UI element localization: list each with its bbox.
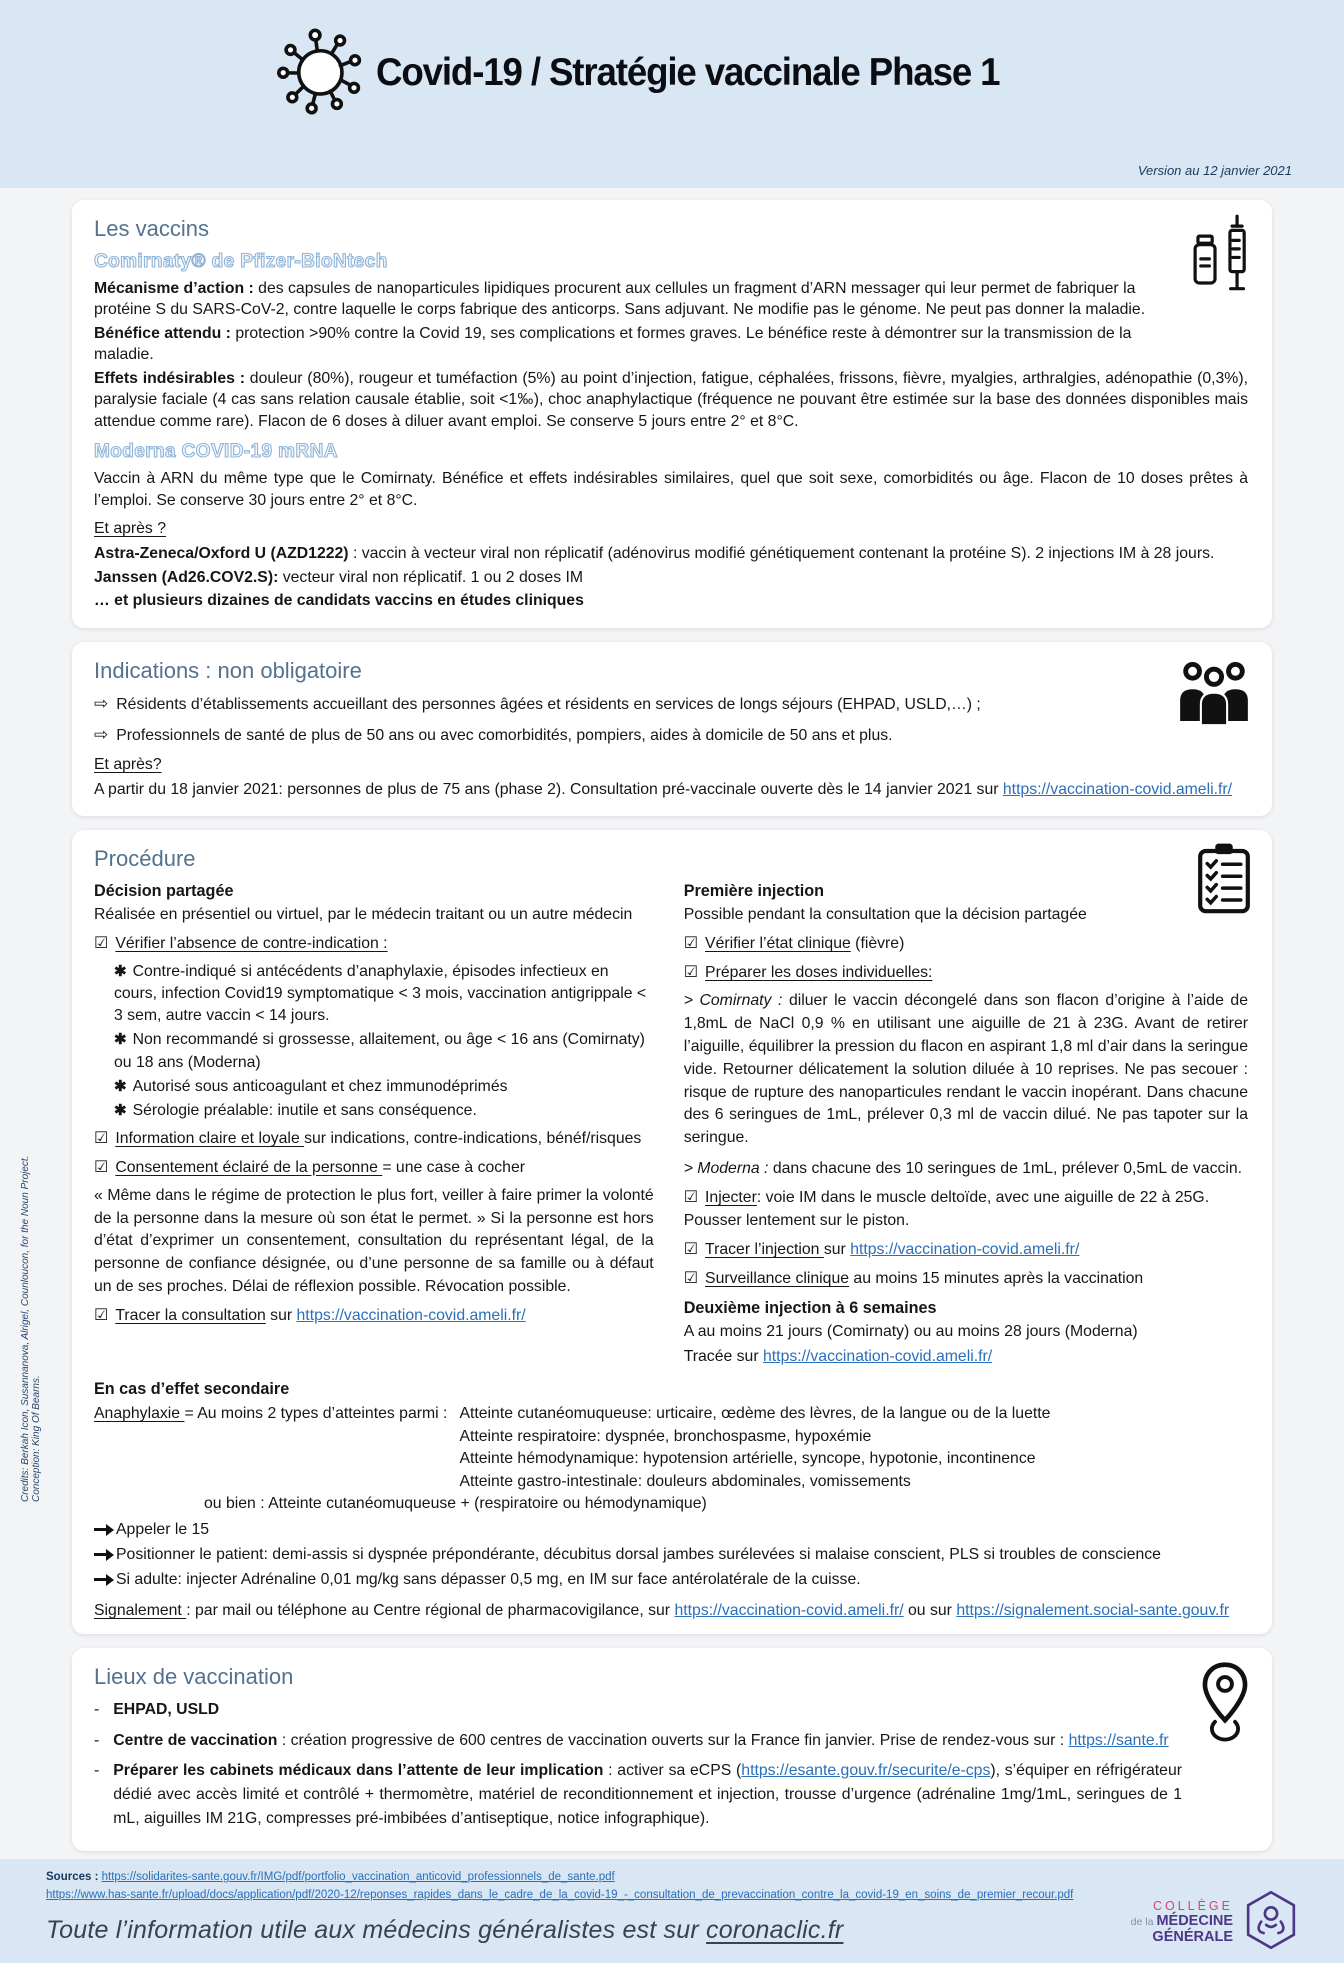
star-item-4: ✱ Sérologie préalable: inutile et sans conséquence. [114,1101,477,1119]
second-injection-line2: Tracée sur https://vaccination-covid.ameli.fr/ [683,1347,993,1365]
check-trace-injection: ☑ Tracer l’injection sur https://vaccination-covid.ameli.fr/ [683,1240,1080,1258]
side-effects-paragraph: Effets indésirables : douleur (80%), rougeur et tuméfaction (5%) au point d’injection, fatigue, céphalées, frissons, fièvre, myalgies, arthralgies, adénopathie (0,3%), paralysie faciale (4 cas sans relation causale établie, soit <1‰), choc anaphylactique (fréquence ne pouvant être estimée sur la base des données disponibles mais attendue comme rare). Flacon de 6 doses à diluer avant emploi. Se conserve 5 jours entre 2° et 8°C. [94,369,1248,430]
arrow-right-icon [94,1528,107,1531]
second-injection-heading: Deuxième injection à 6 semaines [683,1298,937,1317]
check-trace-consultation: ☑ Tracer la consultation sur https://vaccination-covid.ameli.fr/ [94,1307,526,1325]
page-title: Covid-19 / Stratégie vaccinale Phase 1 [376,50,1000,94]
vaccines-card [72,200,1272,628]
dash-bullet: - [94,1700,100,1718]
star-item-1: ✱ Contre-indiqué si antécédents d’anaphylaxie, épisodes infectieux en cours, infection Covid19 symptomatique < 3 mois, vaccination antigrippale < 3 sem, autre vaccin < 14 jours. [114,963,647,1025]
dash-bullet: - [94,1762,100,1780]
header-band [0,0,1344,188]
moderna-paragraph: Vaccin à ARN du même type que le Comirnaty. Bénéfice et effets indésirables similaires, quel que soit sexe, comorbidités ou âge. Flacon de 10 doses prêtes à l’emploi. Se conserve 30 jours entre 2° et 8°C. [94,470,1248,509]
check-clinical-state: ☑ Vérifier l’état clinique (fièvre) [683,935,905,953]
tagline: Toute l’information utile aux médecins généralistes est sur coronaclic.fr [46,1915,844,1944]
source-link-1[interactable]: https://solidarites-sante.gouv.fr/IMG/pdf/portfolio_vaccination_anticovid_professionnels_de_sante.pdf [101,1871,615,1884]
ameli-link[interactable]: https://vaccination-covid.ameli.fr/ [296,1307,526,1325]
procedure-columns [94,880,1248,1370]
action-adrenaline: Si adulte: injecter Adrénaline 0,01 mg/kg sans dépasser 0,5 mg, en IM sur face antérolatérale de la cuisse. [94,1569,1248,1592]
map-pin-icon [1198,1660,1252,1747]
checkbox-icon: ☑ [94,935,109,953]
place-item-3: - Préparer les cabinets médicaux dans l’attente de leur implication : activer sa eCPS (https://esante.gouv.fr/securite/e-cps), s’équiper en réfrigérateur dédié avec accès limité et contrôlé + thermomètre, matériel de reconditionnement et injection, trousse d’urgence (adrénaline 1mg/1mL, seringues de 1 mL, aiguilles IM 21G, compresses pré-imbibées d’antiseptique, notice infographique). [94,1759,1248,1830]
ameli-link[interactable]: https://vaccination-covid.ameli.fr/ [850,1240,1080,1258]
places-section-title: Lieux de vaccination [94,1663,294,1689]
procedure-left-column [94,880,654,1370]
side-effects-heading: En cas d’effet secondaire [94,1380,290,1399]
sante-fr-link[interactable]: https://sante.fr [1068,1731,1169,1749]
checkbox-icon: ☑ [683,935,699,953]
comirnaty-heading: Comirnaty® de Pfizer-BioNtech [94,251,388,272]
checkbox-icon: ☑ [683,1240,699,1258]
indication-item-1: ⇨ Résidents d’établissements accueillant des personnes âgées et résidents en services de longs séjours (EHPAD, USLD,…) ; [94,693,981,713]
candidates-line: … et plusieurs dizaines de candidats vaccins en études cliniques [94,592,584,610]
astrazeneca-line: Astra-Zeneca/Oxford U (AZD1222) : vaccin à vecteur viral non réplicatif (adénovirus modifié génétiquement contenant la protéine S). 2 injections IM à 28 jours. [94,545,1215,563]
cmg-hexagon-icon [1242,1889,1300,1956]
checkbox-icon: ☑ [683,1189,699,1207]
criteria-item: Atteinte gastro-intestinale: douleurs abdominales, vomissements [459,1472,911,1490]
ecps-link[interactable]: https://esante.gouv.fr/securite/e-cps [741,1762,991,1780]
shared-decision-intro: Réalisée en présentiel ou virtuel, par le médecin traitant ou un autre médecin [94,906,633,924]
janssen-line: Janssen (Ad26.COV2.S): vecteur viral non réplicatif. 1 ou 2 doses IM [94,568,584,586]
check-information: ☑ Information claire et loyale sur indications, contre-indications, bénéf/risques [94,1129,642,1147]
star-item-2: ✱ Non recommandé si grossesse, allaitement, ou âge < 16 ans (Comirnaty) ou 18 ans (Moderna) [114,1031,645,1071]
dash-bullet: - [94,1731,100,1749]
anaphylaxis-row [94,1403,1248,1493]
anaphylaxis-alternative: ou bien : Atteinte cutanéomuqueuse + (respiratoire ou hémodynamique) [204,1495,707,1513]
procedure-section-title: Procédure [94,846,196,872]
comirnaty-preparation: > Comirnaty : diluer le vaccin décongelé dans son flacon d’origine à l’aide de 1,8mL de NaCl 0,9 % en utilisant une aiguille de 21 à 23G. Avant de retirer l’aiguille, équilibrer la pression du flacon en aspirant 1,8 ml d’air dans la seringue vide. Retourner délicatement la solution diluée à 10 reprises. Ne pas secouer : risque de rupture des nanoparticules rendant le vaccin inopérant. Dans chacune des 6 seringues de 1mL, prélever 0,3 ml de vaccin dilué. Ne pas tapoter sur la seringue. [683,991,1249,1147]
brand [272,14,1039,131]
check-inject: ☑ Injecter: voie IM dans le muscle deltoïde, avec une aiguille de 22 à 25G. Pousser lentement sur le piston. [683,1189,1210,1229]
source-link-2[interactable]: https://www.has-sante.fr/upload/docs/application/pdf/2020-12/reponses_rapides_dans_le_cadre_de_la_covid-19_-_consultation_de_prevaccination_contre_la_covid-19_en_soins_de_premier_recour.pdf [46,1888,1074,1901]
side-effects-block [94,1380,1248,1619]
coronaclic-link[interactable]: coronaclic.fr [706,1915,844,1944]
checkbox-icon: ☑ [94,1158,109,1176]
checkbox-icon: ☑ [94,1129,109,1147]
people-group-icon [1176,654,1252,735]
mechanism-paragraph: Mécanisme d’action : des capsules de nanoparticules lipidiques procurent aux cellules un fragment d’ARN messager qui leur permet de fabriquer la protéine S du SARS-CoV-2, contre laquelle le corps fabrique des anticorps. Sans adjuvant. Ne modifie pas le génome. Ne peut pas donner la maladie. [94,280,1146,319]
content-area [0,188,1344,1859]
action-position-patient: Positionner le patient: demi-assis si dyspnée prépondérante, décubitus dorsal jambes surélevées si malaise conscient, PLS si troubles de conscience [94,1544,1248,1567]
places-card [72,1648,1272,1851]
ameli-link[interactable]: https://vaccination-covid.ameli.fr/ [1002,780,1233,798]
criteria-item: Atteinte respiratoire: dyspnée, bronchospasme, hypoxémie [459,1427,872,1445]
ameli-link[interactable]: https://vaccination-covid.ameli.fr/ [674,1601,904,1619]
checkbox-icon: ☑ [683,1269,699,1287]
signalement-link[interactable]: https://signalement.social-sante.gouv.fr [956,1601,1230,1619]
place-item-1: - EHPAD, USLD [94,1698,1248,1722]
footer-band [0,1859,1344,1963]
arrow-right-icon [94,1578,107,1581]
benefit-paragraph: Bénéfice attendu : protection >90% contre la Covid 19, ses complications et formes graves. Le bénéfice reste à démontrer sur la transmission de la maladie. [94,324,1132,364]
moderna-heading: Moderna COVID-19 mRNA [94,441,338,463]
check-consent: ☑ Consentement éclairé de la personne = une case à cocher [94,1158,526,1176]
indications-card [72,642,1272,817]
procedure-right-column [684,880,1248,1370]
vaccines-later-heading: Et après ? [94,520,167,538]
criteria-item: Atteinte hémodynamique: hypotension artérielle, syncope, hypotonie, incontinence [459,1450,1036,1468]
moderna-preparation: > Moderna : dans chacune des 10 seringues de 1mL, prélever 0,5mL de vaccin. [683,1160,1243,1178]
version-label: Version au 12 janvier 2021 [1137,163,1292,178]
arrow-right-icon [94,1553,107,1556]
anaphylaxis-criteria-list [459,1403,1050,1493]
vaccines-section-title: Les vaccins [94,216,209,241]
checkbox-icon: ☑ [683,964,699,982]
consent-quote: « Même dans le régime de protection le plus fort, veiller à faire primer la volonté de la personne dans la mesure où son état le permet. » Si la personne est hors d’état d’exprimer un consentement, consultation du représentant légal, de la personne de confiance désignée, ou d’une personne de sa famille ou à défaut un de ses proches. Délai de réflexion possible. Révocation possible. [94,1186,654,1296]
anaphylaxis-definition: Anaphylaxie = Au moins 2 types d’atteintes parmi : [94,1405,448,1423]
report-line: Signalement : par mail ou téléphone au Centre régional de pharmacovigilance, sur https://vaccination-covid.ameli.fr/ ou sur https://signalement.social-sante.gouv.fr [94,1601,1230,1619]
star-item-3: ✱ Autorisé sous anticoagulant et chez immunodéprimés [114,1077,508,1095]
first-injection-intro: Possible pendant la consultation que la décision partagée [683,906,1087,924]
star-icon: ✱ [114,1031,127,1049]
ameli-link[interactable]: https://vaccination-covid.ameli.fr/ [763,1347,993,1365]
sources-line-2 [46,1887,1298,1904]
criteria-item: Atteinte cutanéomuqueuse: urticaire, œdème des lèvres, de la langue ou de la luette [459,1405,1051,1423]
first-injection-block [684,882,1248,985]
place-item-2: - Centre de vaccination : création progressive de 600 centres de vaccination ouverts sur la France fin janvier. Prise de rendez-vous sur : https://sante.fr [94,1729,1248,1753]
clipboard-checklist-icon [1196,842,1252,921]
sources-line-1: Sources : https://solidarites-sante.gouv.fr/IMG/pdf/portfolio_vaccination_anticovid_professionnels_de_sante.pdf [46,1871,615,1884]
first-injection-heading: Première injection [683,882,825,901]
indications-later-line: A partir du 18 janvier 2021: personnes de plus de 75 ans (phase 2). Consultation pré-vaccinale ouverte dès le 14 janvier 2021 sur https://vaccination-covid.ameli.fr/ [94,780,1233,798]
checkbox-icon: ☑ [94,1307,109,1325]
coronavirus-icon [272,14,368,131]
indications-later-heading: Et après? [94,755,162,773]
second-injection-line1: A au moins 21 jours (Comirnaty) ou au moins 28 jours (Moderna) [683,1322,1138,1340]
procedure-card [72,830,1272,1634]
cmg-logo-text: COLLÈGE de la MÉDECINE GÉNÉRALE [1130,1898,1233,1945]
check-prepare-doses: ☑ Préparer les doses individuelles: [683,964,933,982]
vial-syringe-icon [1188,212,1252,305]
arrow-icon: ⇨ [94,693,109,713]
star-icon: ✱ [114,1101,127,1119]
indication-item-2: ⇨ Professionnels de santé de plus de 50 ans ou avec comorbidités, pompiers, aides à domicile de 50 ans et plus. [94,724,893,744]
star-icon: ✱ [114,963,127,981]
star-icon: ✱ [114,1077,127,1095]
credits-vertical-text: Credits: Berkah Icon, Susannanova, Alrigel, Counloucon, for the Noun Project. Conception: King Of Bearns. [20,1155,42,1502]
check-contraindication: ☑ Vérifier l’absence de contre-indication : [94,935,388,953]
action-call-15: Appeler le 15 [94,1519,1248,1542]
cmg-logo [1131,1889,1300,1956]
check-monitoring: ☑ Surveillance clinique au moins 15 minutes après la vaccination [683,1269,1144,1287]
shared-decision-heading: Décision partagée [94,882,234,901]
indications-section-title: Indications : non obligatoire [94,657,362,683]
arrow-icon: ⇨ [94,724,109,744]
